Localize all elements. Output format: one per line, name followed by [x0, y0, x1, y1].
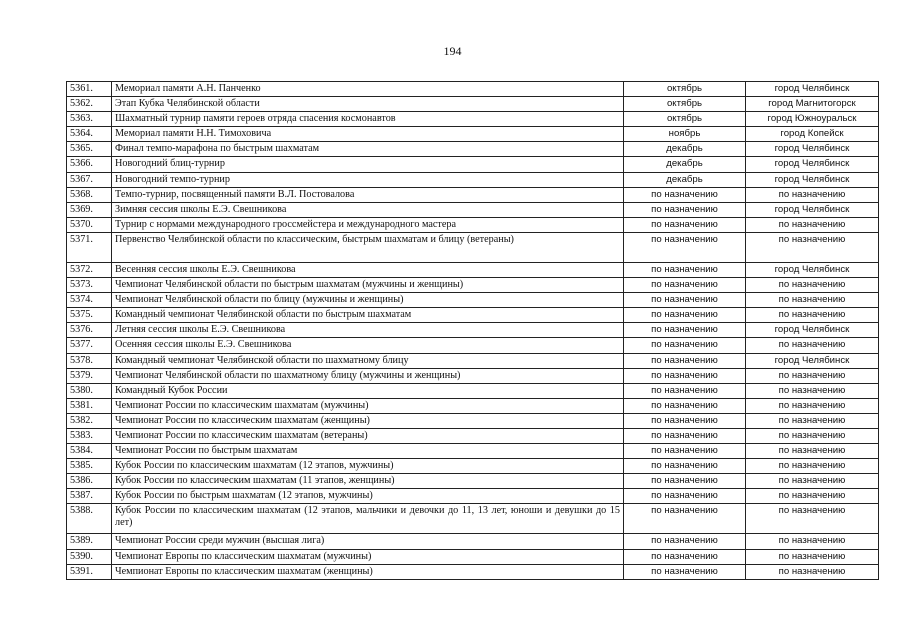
event-place-cell: по назначению: [746, 549, 879, 564]
table-row: [67, 308, 879, 323]
event-name-cell: Новогодний блиц-турнир: [112, 157, 624, 172]
table-row: [67, 202, 879, 217]
table-row: [67, 489, 879, 504]
event-name-cell: Чемпионат Челябинской области по блицу (мужчины и женщины): [112, 293, 624, 308]
event-place-cell: город Челябинск: [746, 157, 879, 172]
event-place-cell: по назначению: [746, 308, 879, 323]
row-number-cell: 5385.: [67, 459, 112, 474]
event-date-cell: по назначению: [624, 549, 746, 564]
event-date-cell: по назначению: [624, 504, 746, 534]
event-name-cell: Чемпионат Челябинской области по шахматному блицу (мужчины и женщины): [112, 368, 624, 383]
table-row: [67, 534, 879, 549]
event-name-cell: Чемпионат Челябинской области по быстрым шахматам (мужчины и женщины): [112, 278, 624, 293]
event-place-cell: по назначению: [746, 489, 879, 504]
event-name-cell: Кубок России по классическим шахматам (12 этапов, мужчины): [112, 459, 624, 474]
row-number-cell: 5388.: [67, 504, 112, 534]
event-name-cell: Чемпионат России по классическим шахматам (ветераны): [112, 428, 624, 443]
table-row: [67, 368, 879, 383]
table-row: [67, 413, 879, 428]
event-place-cell: по назначению: [746, 187, 879, 202]
table-row: [67, 157, 879, 172]
table-row: [67, 232, 879, 262]
event-date-cell: по назначению: [624, 398, 746, 413]
row-number-cell: 5391.: [67, 564, 112, 579]
event-name-cell: Мемориал памяти А.Н. Панченко: [112, 82, 624, 97]
table-row: [67, 383, 879, 398]
event-place-cell: по назначению: [746, 444, 879, 459]
event-name-cell: Командный чемпионат Челябинской области по быстрым шахматам: [112, 308, 624, 323]
event-name-cell: Чемпионат Европы по классическим шахматам (мужчины): [112, 549, 624, 564]
event-place-cell: по назначению: [746, 398, 879, 413]
row-number-cell: 5364.: [67, 127, 112, 142]
event-date-cell: декабрь: [624, 157, 746, 172]
event-place-cell: по назначению: [746, 217, 879, 232]
event-date-cell: по назначению: [624, 564, 746, 579]
event-place-cell: по назначению: [746, 232, 879, 262]
event-date-cell: октябрь: [624, 82, 746, 97]
event-name-cell: Чемпионат Европы по классическим шахматам (женщины): [112, 564, 624, 579]
table-row: [67, 142, 879, 157]
row-number-cell: 5378.: [67, 353, 112, 368]
event-date-cell: по назначению: [624, 489, 746, 504]
table-row: [67, 398, 879, 413]
page-number: 194: [443, 44, 462, 58]
event-name-cell: Темпо-турнир, посвященный памяти В.Л. Постовалова: [112, 187, 624, 202]
event-date-cell: декабрь: [624, 142, 746, 157]
event-date-cell: по назначению: [624, 323, 746, 338]
event-place-cell: город Южноуральск: [746, 112, 879, 127]
event-place-cell: по назначению: [746, 383, 879, 398]
event-place-cell: по назначению: [746, 293, 879, 308]
row-number-cell: 5368.: [67, 187, 112, 202]
events-table-body: [67, 82, 879, 580]
table-row: [67, 262, 879, 277]
event-place-cell: город Челябинск: [746, 262, 879, 277]
event-place-cell: город Копейск: [746, 127, 879, 142]
event-name-cell: Зимняя сессия школы Е.Э. Свешникова: [112, 202, 624, 217]
table-row: [67, 293, 879, 308]
event-place-cell: город Челябинск: [746, 323, 879, 338]
row-number-cell: 5386.: [67, 474, 112, 489]
event-date-cell: октябрь: [624, 112, 746, 127]
event-date-cell: по назначению: [624, 278, 746, 293]
table-row: [67, 338, 879, 353]
row-number-cell: 5370.: [67, 217, 112, 232]
table-row: [67, 474, 879, 489]
event-place-cell: по назначению: [746, 504, 879, 534]
row-number-cell: 5375.: [67, 308, 112, 323]
event-date-cell: ноябрь: [624, 127, 746, 142]
event-date-cell: по назначению: [624, 293, 746, 308]
row-number-cell: 5382.: [67, 413, 112, 428]
row-number-cell: 5367.: [67, 172, 112, 187]
event-name-cell: Чемпионат России по классическим шахматам (женщины): [112, 413, 624, 428]
table-row: [67, 564, 879, 579]
event-name-cell: Турнир с нормами международного гроссмейстера и международного мастера: [112, 217, 624, 232]
event-date-cell: октябрь: [624, 97, 746, 112]
event-date-cell: по назначению: [624, 217, 746, 232]
table-row: [67, 504, 879, 534]
table-row: [67, 428, 879, 443]
event-date-cell: по назначению: [624, 383, 746, 398]
table-row: [67, 278, 879, 293]
row-number-cell: 5362.: [67, 97, 112, 112]
row-number-cell: 5383.: [67, 428, 112, 443]
event-name-cell: Кубок России по классическим шахматам (12 этапов, мальчики и девочки до 11, 13 лет, юноши и девушки до 15 лет): [112, 504, 624, 534]
row-number-cell: 5376.: [67, 323, 112, 338]
event-place-cell: город Челябинск: [746, 353, 879, 368]
table-row: [67, 97, 879, 112]
event-date-cell: по назначению: [624, 428, 746, 443]
event-place-cell: по назначению: [746, 459, 879, 474]
event-date-cell: по назначению: [624, 187, 746, 202]
table-row: [67, 323, 879, 338]
event-date-cell: по назначению: [624, 444, 746, 459]
table-row: [67, 127, 879, 142]
event-date-cell: по назначению: [624, 232, 746, 262]
event-date-cell: по назначению: [624, 459, 746, 474]
row-number-cell: 5377.: [67, 338, 112, 353]
event-place-cell: по назначению: [746, 564, 879, 579]
event-place-cell: по назначению: [746, 474, 879, 489]
row-number-cell: 5371.: [67, 232, 112, 262]
event-date-cell: по назначению: [624, 353, 746, 368]
table-row: [67, 353, 879, 368]
table-row: [67, 459, 879, 474]
row-number-cell: 5380.: [67, 383, 112, 398]
event-place-cell: по назначению: [746, 413, 879, 428]
row-number-cell: 5389.: [67, 534, 112, 549]
event-date-cell: по назначению: [624, 368, 746, 383]
events-table: [66, 81, 879, 580]
table-row: [67, 444, 879, 459]
event-place-cell: по назначению: [746, 428, 879, 443]
event-name-cell: Первенство Челябинской области по классическим, быстрым шахматам и блицу (ветераны): [112, 232, 624, 262]
event-place-cell: по назначению: [746, 338, 879, 353]
event-name-cell: Кубок России по быстрым шахматам (12 этапов, мужчины): [112, 489, 624, 504]
event-name-cell: Командный Кубок России: [112, 383, 624, 398]
table-row: [67, 82, 879, 97]
event-name-cell: Новогодний темпо-турнир: [112, 172, 624, 187]
row-number-cell: 5372.: [67, 262, 112, 277]
event-name-cell: Чемпионат России по классическим шахматам (мужчины): [112, 398, 624, 413]
event-place-cell: по назначению: [746, 368, 879, 383]
table-row: [67, 549, 879, 564]
event-date-cell: по назначению: [624, 413, 746, 428]
event-name-cell: Чемпионат России по быстрым шахматам: [112, 444, 624, 459]
event-name-cell: Командный чемпионат Челябинской области по шахматному блицу: [112, 353, 624, 368]
event-date-cell: по назначению: [624, 474, 746, 489]
row-number-cell: 5379.: [67, 368, 112, 383]
event-date-cell: по назначению: [624, 202, 746, 217]
event-name-cell: Чемпионат России среди мужчин (высшая лига): [112, 534, 624, 549]
event-name-cell: Этап Кубка Челябинской области: [112, 97, 624, 112]
row-number-cell: 5373.: [67, 278, 112, 293]
event-place-cell: город Челябинск: [746, 82, 879, 97]
row-number-cell: 5365.: [67, 142, 112, 157]
event-date-cell: по назначению: [624, 338, 746, 353]
event-date-cell: по назначению: [624, 262, 746, 277]
row-number-cell: 5381.: [67, 398, 112, 413]
table-row: [67, 187, 879, 202]
table-row: [67, 112, 879, 127]
event-name-cell: Шахматный турнир памяти героев отряда спасения космонавтов: [112, 112, 624, 127]
event-name-cell: Мемориал памяти Н.Н. Тимоховича: [112, 127, 624, 142]
table-row: [67, 217, 879, 232]
event-place-cell: город Челябинск: [746, 202, 879, 217]
row-number-cell: 5384.: [67, 444, 112, 459]
event-place-cell: город Магнитогорск: [746, 97, 879, 112]
table-row: [67, 172, 879, 187]
row-number-cell: 5387.: [67, 489, 112, 504]
event-name-cell: Летняя сессия школы Е.Э. Свешникова: [112, 323, 624, 338]
row-number-cell: 5361.: [67, 82, 112, 97]
event-name-cell: Осенняя сессия школы Е.Э. Свешникова: [112, 338, 624, 353]
event-name-cell: Кубок России по классическим шахматам (11 этапов, женщины): [112, 474, 624, 489]
event-date-cell: по назначению: [624, 534, 746, 549]
event-name-cell: Финал темпо-марафона по быстрым шахматам: [112, 142, 624, 157]
event-place-cell: город Челябинск: [746, 142, 879, 157]
event-date-cell: по назначению: [624, 308, 746, 323]
row-number-cell: 5363.: [67, 112, 112, 127]
event-place-cell: город Челябинск: [746, 172, 879, 187]
row-number-cell: 5390.: [67, 549, 112, 564]
event-place-cell: по назначению: [746, 278, 879, 293]
row-number-cell: 5374.: [67, 293, 112, 308]
row-number-cell: 5366.: [67, 157, 112, 172]
event-date-cell: декабрь: [624, 172, 746, 187]
event-name-cell: Весенняя сессия школы Е.Э. Свешникова: [112, 262, 624, 277]
event-place-cell: по назначению: [746, 534, 879, 549]
row-number-cell: 5369.: [67, 202, 112, 217]
